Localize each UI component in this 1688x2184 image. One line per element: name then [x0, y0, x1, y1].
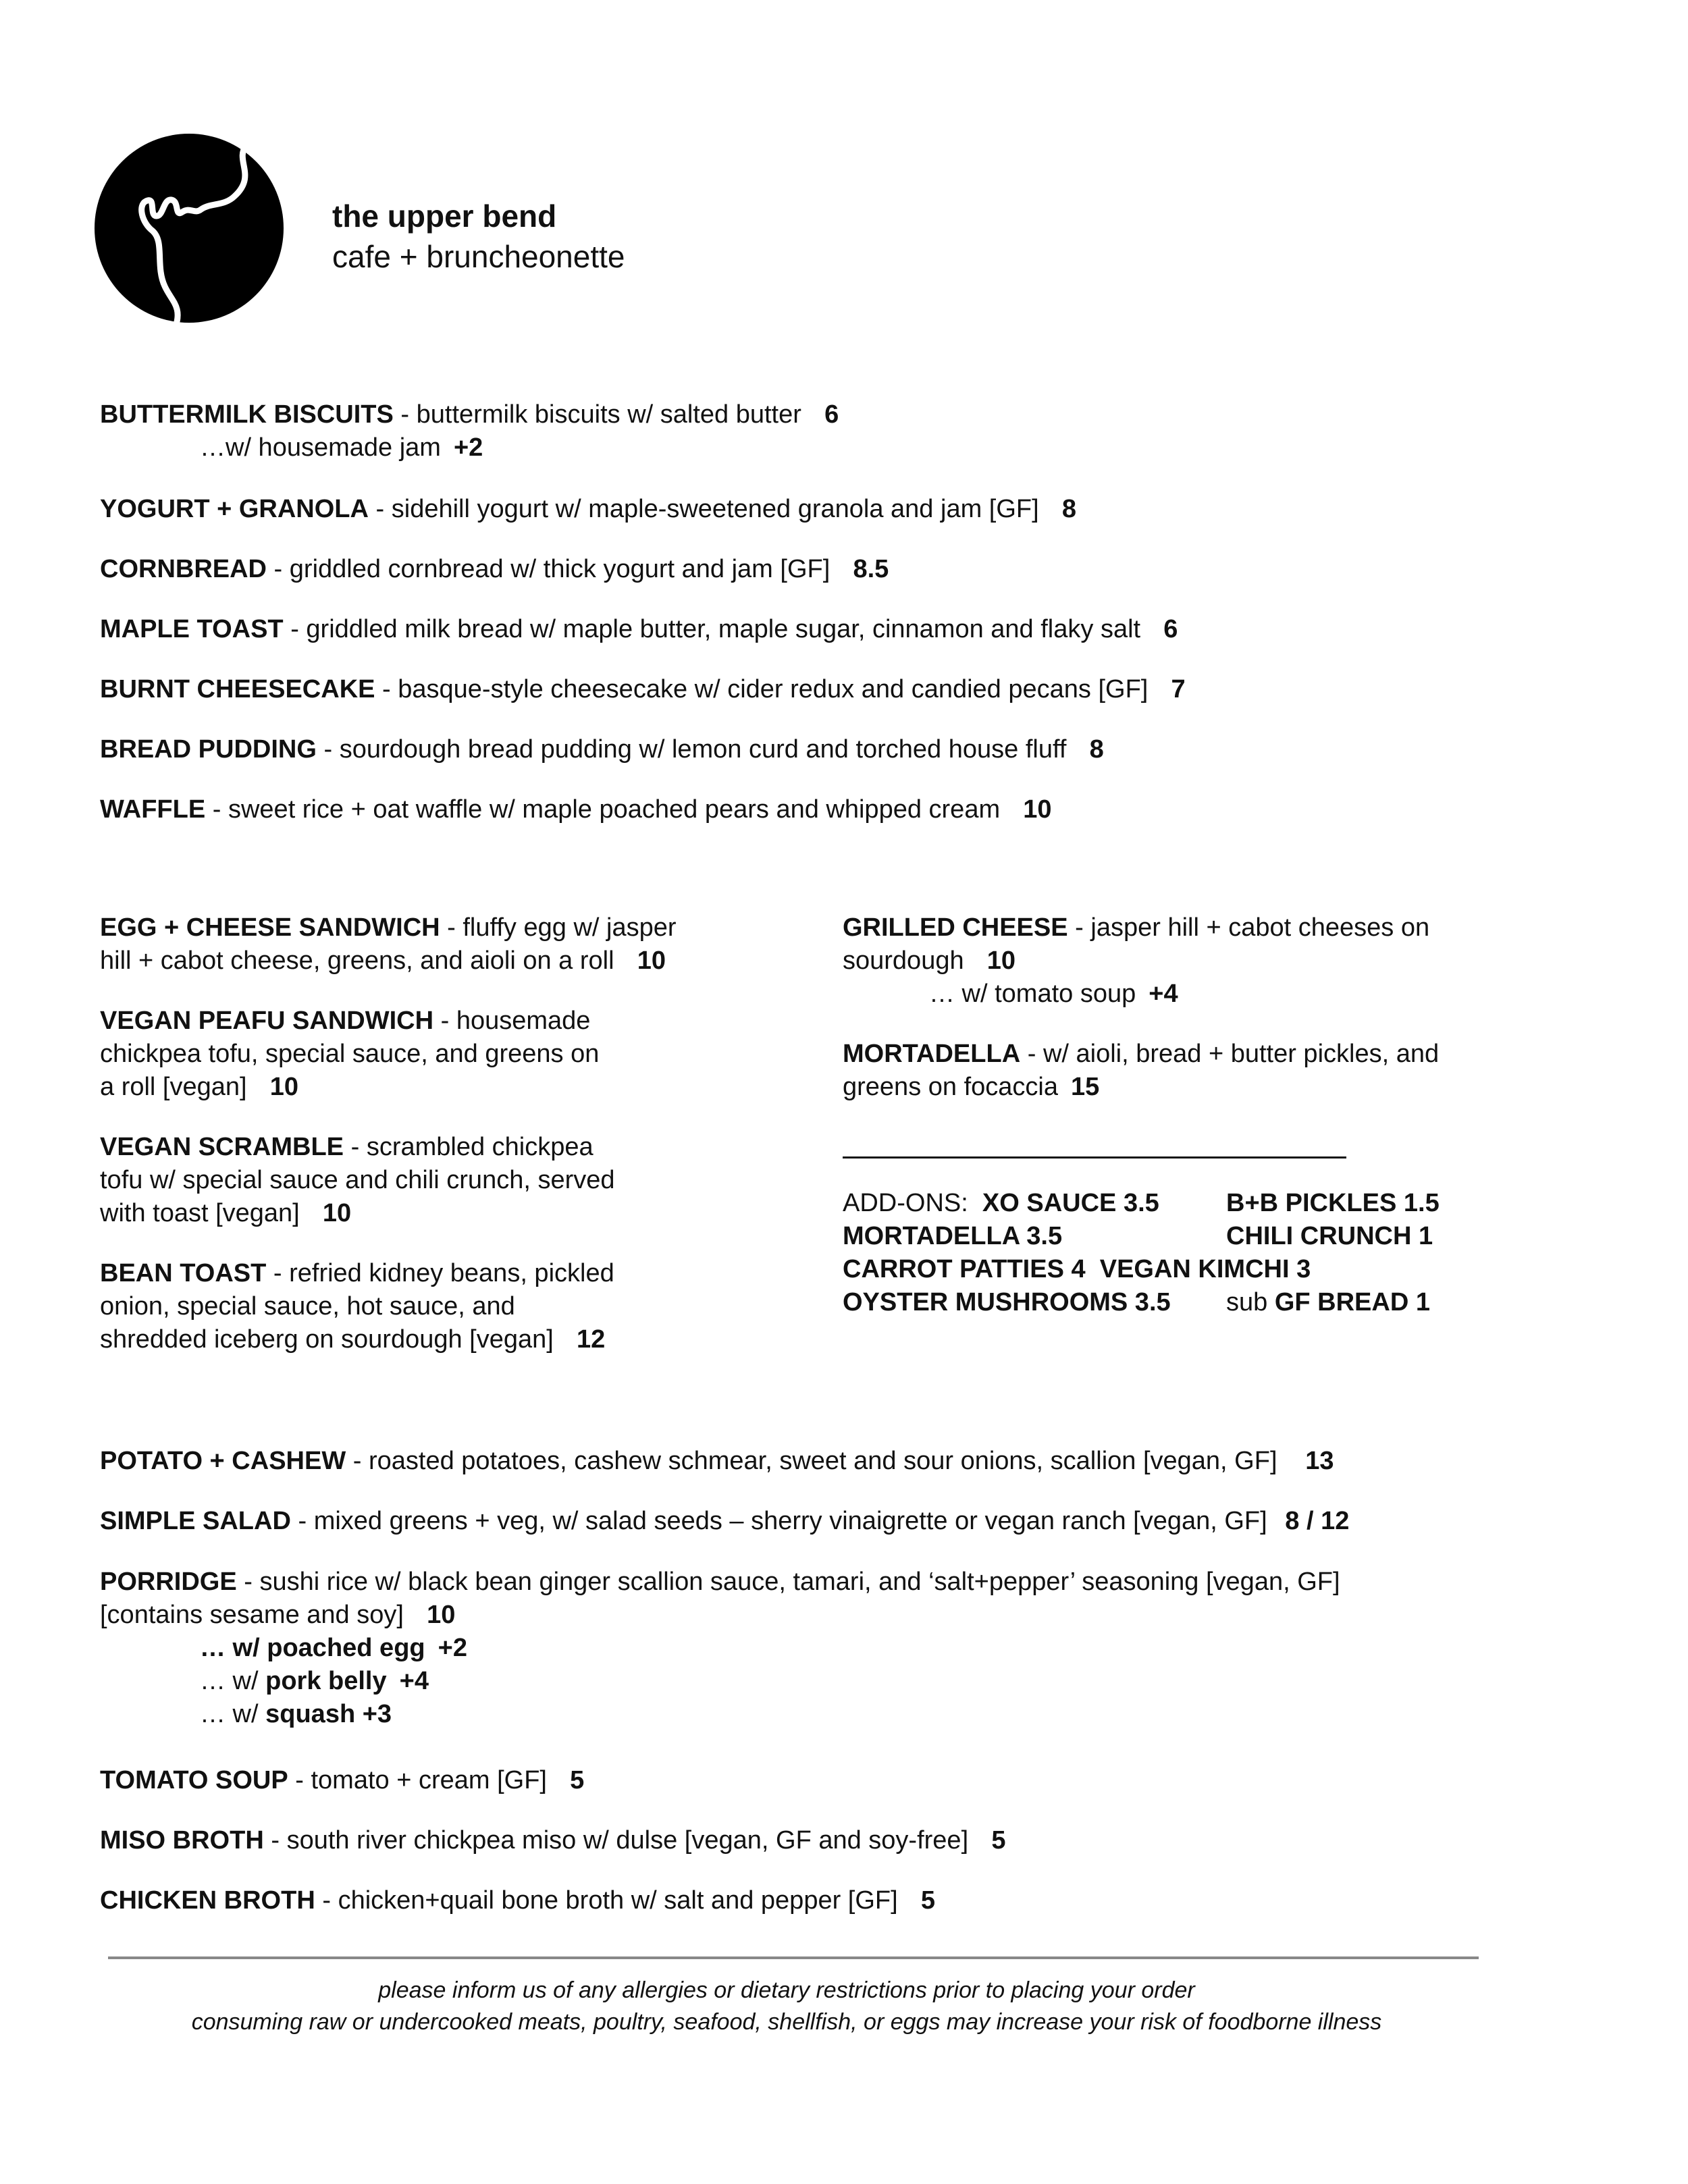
addon-sub-label: sub	[1226, 1288, 1268, 1316]
menu-item-waffle: WAFFLE - sweet rice + oat waffle w/ maple poached pears and whipped cream 10	[100, 795, 1052, 824]
item-desc: onion, special sauce, hot sauce, and	[100, 1292, 515, 1321]
item-price: 15	[1070, 1073, 1100, 1101]
addons-row-1	[843, 1187, 1440, 1220]
item-desc: fluffy egg w/ jasper	[463, 913, 677, 942]
menu-item-chicken-broth: CHICKEN BROTH - chicken+quail bone broth w/ salt and pepper [GF] 5	[100, 1886, 936, 1915]
menu-item-bean-toast: BEAN TOAST - refried kidney beans, pickled onion, special sauce, hot sauce, and shredded iceberg on sourdough [vegan] 12	[100, 1259, 614, 1354]
addon-vegan-kimchi: VEGAN KIMCHI 3	[1099, 1255, 1311, 1283]
option-prefix: … w/	[200, 1667, 259, 1695]
item-desc: buttermilk biscuits w/ salted butter	[416, 400, 801, 429]
item-desc: sweet rice + oat waffle w/ maple poached pears and whipped cream	[228, 795, 1001, 824]
item-price: 10	[986, 947, 1016, 975]
menu-item-vegan-scramble: VEGAN SCRAMBLE - scrambled chickpea tofu w/ special sauce and chili crunch, served with toast [vegan] 10	[100, 1133, 615, 1227]
item-name: EGG + CHEESE SANDWICH	[100, 913, 440, 942]
addons-row-3	[843, 1253, 1311, 1286]
menu-item-cornbread: CORNBREAD - griddled cornbread w/ thick yogurt and jam [GF] 8.5	[100, 555, 889, 583]
item-desc: a roll [vegan]	[100, 1073, 247, 1101]
option-price: +2	[438, 1634, 467, 1662]
item-desc: sourdough	[843, 947, 964, 975]
item-desc: chickpea tofu, special sauce, and greens on	[100, 1040, 600, 1068]
item-price: 10	[427, 1601, 456, 1629]
option-pork-belly	[100, 1665, 1340, 1698]
item-name: BUTTERMILK BISCUITS	[100, 400, 394, 429]
option-price: +3	[362, 1700, 392, 1728]
item-desc: refried kidney beans, pickled	[289, 1259, 614, 1287]
item-name: TOMATO SOUP	[100, 1766, 288, 1794]
menu-item-tomato-soup: TOMATO SOUP - tomato + cream [GF] 5	[100, 1766, 585, 1794]
addon-gf-bread: GF BREAD 1	[1274, 1288, 1430, 1316]
addon-bb-pickles: B+B PICKLES 1.5	[1226, 1189, 1440, 1217]
item-name: PORRIDGE	[100, 1568, 237, 1596]
item-name: MAPLE TOAST	[100, 615, 284, 643]
item-desc: shredded iceberg on sourdough [vegan]	[100, 1325, 554, 1354]
item-desc: roasted potatoes, cashew schmear, sweet and sour onions, scallion [vegan, GF]	[368, 1447, 1277, 1475]
item-desc: w/ aioli, bread + butter pickles, and	[1043, 1040, 1440, 1068]
addons-divider	[843, 1156, 1346, 1158]
item-desc: basque-style cheesecake w/ cider redux and candied pecans [GF]	[398, 675, 1149, 703]
menu-item-simple-salad: SIMPLE SALAD - mixed greens + veg, w/ salad seeds – sherry vinaigrette or vegan ranch [vegan, GF] 8 / 12	[100, 1507, 1350, 1535]
item-price: 8 / 12	[1285, 1507, 1350, 1535]
addon-oyster-mushrooms: OYSTER MUSHROOMS 3.5	[843, 1288, 1171, 1316]
option-prefix: … w/	[200, 1700, 259, 1728]
addons-row-4	[843, 1286, 1430, 1319]
item-desc: jasper hill + cabot cheeses on	[1090, 913, 1430, 942]
item-name: VEGAN SCRAMBLE	[100, 1133, 344, 1161]
item-desc: tomato + cream [GF]	[311, 1766, 547, 1794]
option-price: +2	[453, 433, 483, 462]
item-name: BREAD PUDDING	[100, 735, 317, 764]
item-desc: scrambled chickpea	[366, 1133, 594, 1161]
allergy-note: please inform us of any allergies or dietary restrictions prior to placing your order	[378, 1977, 1195, 2003]
menu-item-bread-pudding: BREAD PUDDING - sourdough bread pudding w/ lemon curd and torched house fluff 8	[100, 735, 1104, 764]
option-prefix: … w/	[200, 1634, 260, 1662]
footer-divider	[108, 1956, 1479, 1959]
item-name: BEAN TOAST	[100, 1259, 267, 1287]
addon-mortadella: MORTADELLA 3.5	[843, 1222, 1063, 1250]
menu-item-egg-cheese-sandwich: EGG + CHEESE SANDWICH - fluffy egg w/ jasper hill + cabot cheese, greens, and aioli on a roll 10	[100, 913, 677, 975]
item-price: 10	[1023, 795, 1052, 824]
menu-item-mortadella: MORTADELLA - w/ aioli, bread + butter pickles, and greens on focaccia 15	[843, 1040, 1440, 1101]
item-name: YOGURT + GRANOLA	[100, 495, 369, 523]
item-name: GRILLED CHEESE	[843, 913, 1068, 942]
addon-chili-crunch: CHILI CRUNCH 1	[1226, 1222, 1433, 1250]
item-price: 5	[991, 1826, 1006, 1855]
option-text: …w/ housemade jam	[200, 433, 441, 462]
menu-item-vegan-peafu-sandwich: VEGAN PEAFU SANDWICH - housemade chickpea tofu, special sauce, and greens on a roll [vegan] 10	[100, 1007, 600, 1101]
option-squash	[100, 1698, 1340, 1731]
item-name: MORTADELLA	[843, 1040, 1021, 1068]
item-name: WAFFLE	[100, 795, 206, 824]
option-poached-egg	[100, 1632, 1340, 1665]
item-desc: tofu w/ special sauce and chili crunch, served	[100, 1166, 615, 1194]
item-price: 8.5	[853, 555, 889, 583]
item-desc: with toast [vegan]	[100, 1199, 300, 1227]
item-price: 8	[1061, 495, 1077, 523]
item-desc: south river chickpea miso w/ dulse [vegan, GF and soy-free]	[286, 1826, 969, 1855]
option-price: +4	[399, 1667, 429, 1695]
item-desc: chicken+quail bone broth w/ salt and pepper [GF]	[338, 1886, 898, 1915]
menu-item-burnt-cheesecake: BURNT CHEESECAKE - basque-style cheesecake w/ cider redux and candied pecans [GF] 7	[100, 675, 1186, 703]
item-name: MISO BROTH	[100, 1826, 264, 1855]
addons-label: ADD-ONS:	[843, 1189, 968, 1217]
item-name: CORNBREAD	[100, 555, 267, 583]
item-price: 13	[1305, 1447, 1334, 1475]
item-desc: griddled cornbread w/ thick yogurt and jam [GF]	[289, 555, 830, 583]
river-logo-icon	[95, 134, 284, 323]
item-name: BURNT CHEESECAKE	[100, 675, 375, 703]
addons-row-2	[843, 1220, 1433, 1253]
menu-item-miso-broth: MISO BROTH - south river chickpea miso w/ dulse [vegan, GF and soy-free] 5	[100, 1826, 1006, 1855]
item-name: CHICKEN BROTH	[100, 1886, 315, 1915]
menu-item-potato-cashew: POTATO + CASHEW - roasted potatoes, cashew schmear, sweet and sour onions, scallion [vegan, GF] 13	[100, 1447, 1334, 1475]
option-text: squash	[265, 1700, 356, 1728]
item-price: 10	[269, 1073, 299, 1101]
item-price: 8	[1089, 735, 1104, 764]
brand-name: the upper bend	[332, 198, 557, 234]
option-text: poached egg	[267, 1634, 425, 1662]
item-price: 6	[824, 400, 839, 429]
item-desc: sidehill yogurt w/ maple-sweetened granola and jam [GF]	[391, 495, 1039, 523]
item-desc: mixed greens + veg, w/ salad seeds – sherry vinaigrette or vegan ranch [vegan, GF]	[313, 1507, 1267, 1535]
menu-item-maple-toast: MAPLE TOAST - griddled milk bread w/ maple butter, maple sugar, cinnamon and flaky salt 6	[100, 615, 1178, 643]
item-desc: [contains sesame and soy]	[100, 1601, 404, 1629]
brand-block	[332, 196, 625, 277]
item-name: VEGAN PEAFU SANDWICH	[100, 1007, 434, 1035]
item-price: 7	[1171, 675, 1186, 703]
item-price: 12	[577, 1325, 606, 1354]
menu-item-yogurt-granola: YOGURT + GRANOLA - sidehill yogurt w/ maple-sweetened granola and jam [GF] 8	[100, 495, 1077, 523]
item-desc: sushi rice w/ black bean ginger scallion sauce, tamari, and ‘salt+pepper’ seasoning [vegan, GF]	[259, 1568, 1340, 1596]
item-price: 10	[322, 1199, 352, 1227]
item-price: 5	[570, 1766, 585, 1794]
menu-item-buttermilk-biscuits: BUTTERMILK BISCUITS - buttermilk biscuits w/ salted butter 6 …w/ housemade jam +2	[100, 400, 839, 462]
item-desc: griddled milk bread w/ maple butter, maple sugar, cinnamon and flaky salt	[306, 615, 1141, 643]
item-price: 10	[637, 947, 666, 975]
item-desc: housemade	[456, 1007, 591, 1035]
option-price: +4	[1149, 980, 1178, 1008]
item-price: 5	[920, 1886, 936, 1915]
foodborne-illness-note: consuming raw or undercooked meats, poultry, seafood, shellfish, or eggs may increase your risk of foodborne illness	[191, 2009, 1382, 2035]
item-desc: sourdough bread pudding w/ lemon curd and torched house fluff	[339, 735, 1067, 764]
addon-carrot-patties: CARROT PATTIES 4	[843, 1255, 1086, 1283]
item-desc: hill + cabot cheese, greens, and aioli on a roll	[100, 947, 614, 975]
menu-item-porridge: PORRIDGE - sushi rice w/ black bean ginger scallion sauce, tamari, and ‘salt+pepper’ seasoning [vegan, GF] [contains sesame and soy] 10 … w/ poached egg +2 … w/ pork belly +4 … w/ squash +3	[100, 1566, 1340, 1731]
item-name: SIMPLE SALAD	[100, 1507, 291, 1535]
addon-xo-sauce: XO SAUCE 3.5	[982, 1189, 1159, 1217]
menu-item-grilled-cheese: GRILLED CHEESE - jasper hill + cabot cheeses on sourdough 10 … w/ tomato soup +4	[843, 913, 1430, 1008]
option-text: pork belly	[265, 1667, 387, 1695]
item-name: POTATO + CASHEW	[100, 1447, 346, 1475]
brand-tagline: cafe + bruncheonette	[332, 239, 625, 274]
item-price: 6	[1163, 615, 1178, 643]
option-text: … w/ tomato soup	[929, 980, 1136, 1008]
item-desc: greens on focaccia	[843, 1073, 1058, 1101]
